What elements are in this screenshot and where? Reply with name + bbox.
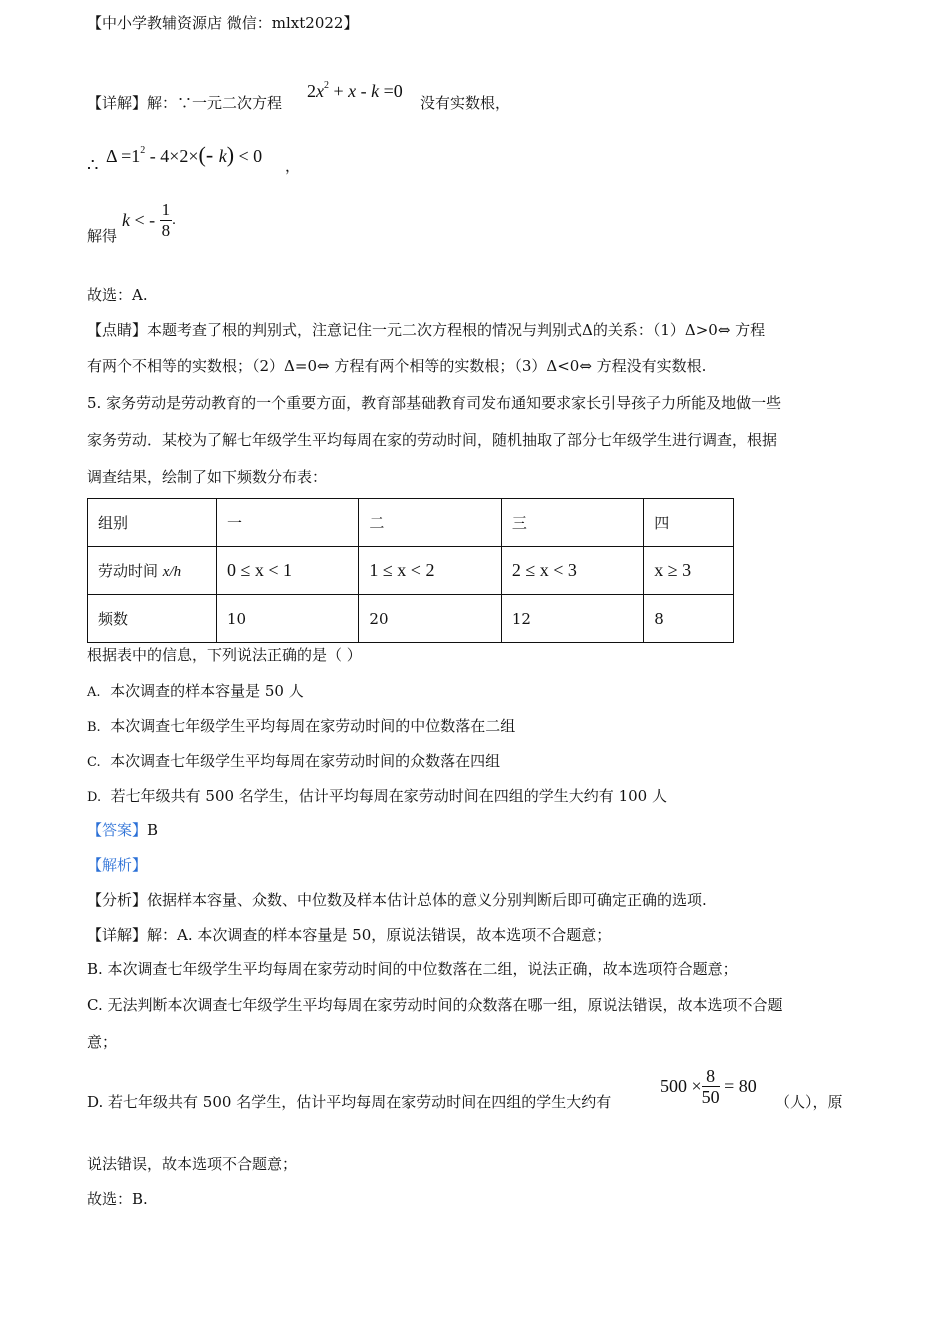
detail-text-end: 没有实数根，	[420, 94, 511, 112]
table-cell: 1 ≤ x < 2	[359, 547, 501, 595]
detail-d-formula: 500 × $\frac{8}{50}$ = 80	[660, 1066, 757, 1107]
q5-stem-line2: 家务劳动．某校为了解七年级学生平均每周在家的劳动时间，随机抽取了部分七年级学生进行调查，根据	[87, 431, 778, 449]
detail-d-line1: D. 若七年级共有 500 名学生，估计平均每周在家劳动时间在四组的学生大约有	[87, 1093, 612, 1111]
detail-a-line: 【详解】解：A. 本次调查的样本容量是 50，原说法错误，故本选项不合题意；	[87, 926, 612, 944]
option-a: A. 本次调查的样本容量是 50 人	[87, 682, 304, 700]
detail-text: 解：∵一元二次方程	[147, 94, 283, 112]
option-d: D. 若七年级共有 500 名学生，估计平均每周在家劳动时间在四组的学生大约有 100 人	[87, 787, 667, 805]
table-cell: 12	[501, 595, 643, 643]
detail-c-line2: 意；	[87, 1033, 118, 1051]
detail-d-line2: 说法错误，故本选项不合题意；	[87, 1155, 298, 1173]
q4-point-line2: 有两个不相等的实数根；（2）Δ=0⇔ 方程有两个相等的实数根；（3）Δ<0⇔ 方程没有实数根.	[87, 357, 707, 375]
table-cell: x ≥ 3	[644, 547, 734, 595]
discriminant-expression: $\Delta =1^2 - 4\times 2\times(-$ k) < 0	[106, 142, 263, 167]
page-header: 【中小学教辅资源店 微信：mlxt2022】	[87, 14, 359, 32]
table-row-time	[88, 547, 734, 595]
q5-stem-line3: 调查结果，绘制了如下频数分布表：	[87, 468, 328, 486]
q5-stem-line1: 5. 家务劳动是劳动教育的一个重要方面，教育部基础教育司发布通知要求家长引导孩子力所能及地做一些	[87, 394, 782, 412]
solution-inequality: k < - $\frac{1}{8}$ .	[122, 200, 176, 240]
q4-choose: 故选：A.	[87, 286, 148, 304]
option-c: C. 本次调查七年级学生平均每周在家劳动时间的众数落在四组	[87, 752, 501, 770]
table-cell: 二	[359, 499, 501, 547]
table-cell: 8	[644, 595, 734, 643]
solve-label: 解得	[87, 227, 118, 245]
fenxi-line: 【分析】依据样本容量、众数、中位数及样本估计总体的意义分别判断后即可确定正确的选项.	[87, 891, 707, 909]
table-row-frequency	[88, 595, 734, 643]
table-cell: 组别	[88, 499, 217, 547]
detail-d-line1-end: （人），原	[775, 1093, 843, 1111]
table-cell: 20	[359, 595, 501, 643]
option-b: B. 本次调查七年级学生平均每周在家劳动时间的中位数落在二组	[87, 717, 516, 735]
q4-point-line1: 【点睛】本题考查了根的判别式，注意记住一元二次方程根的情况与判别式Δ的关系：（1）Δ>0⇔ 方程	[87, 321, 766, 339]
comma: ，	[285, 157, 301, 175]
frequency-table	[87, 498, 734, 643]
q4-detail-line	[87, 93, 282, 113]
table-cell: 0 ≤ x < 1	[217, 547, 359, 595]
detail-tag: 【详解】	[87, 94, 148, 112]
table-cell: 劳动时间 x/h	[88, 547, 217, 595]
table-cell: 四	[644, 499, 734, 547]
table-cell: 一	[217, 499, 359, 547]
quadratic-equation: $2x^2 + x - k =0$	[307, 80, 403, 101]
table-cell: 2 ≤ x < 3	[501, 547, 643, 595]
detail-b-line: B. 本次调查七年级学生平均每周在家劳动时间的中位数落在二组，说法正确，故本选项符合题意；	[87, 960, 738, 978]
table-cell: 频数	[88, 595, 217, 643]
q5-question: 根据表中的信息，下列说法正确的是（ ）	[87, 646, 362, 664]
table-cell: 10	[217, 595, 359, 643]
detail-c-line1: C. 无法判断本次调查七年级学生平均每周在家劳动时间的众数落在哪一组，原说法错误，故本选项不合题	[87, 996, 783, 1014]
table-row-group	[88, 499, 734, 547]
q5-choose: 故选：B.	[87, 1190, 148, 1208]
analysis-tag: 【解析】	[87, 856, 148, 874]
answer-line: 【答案】B	[87, 821, 159, 839]
table-cell: 三	[501, 499, 643, 547]
therefore-symbol: ∴	[87, 155, 99, 176]
